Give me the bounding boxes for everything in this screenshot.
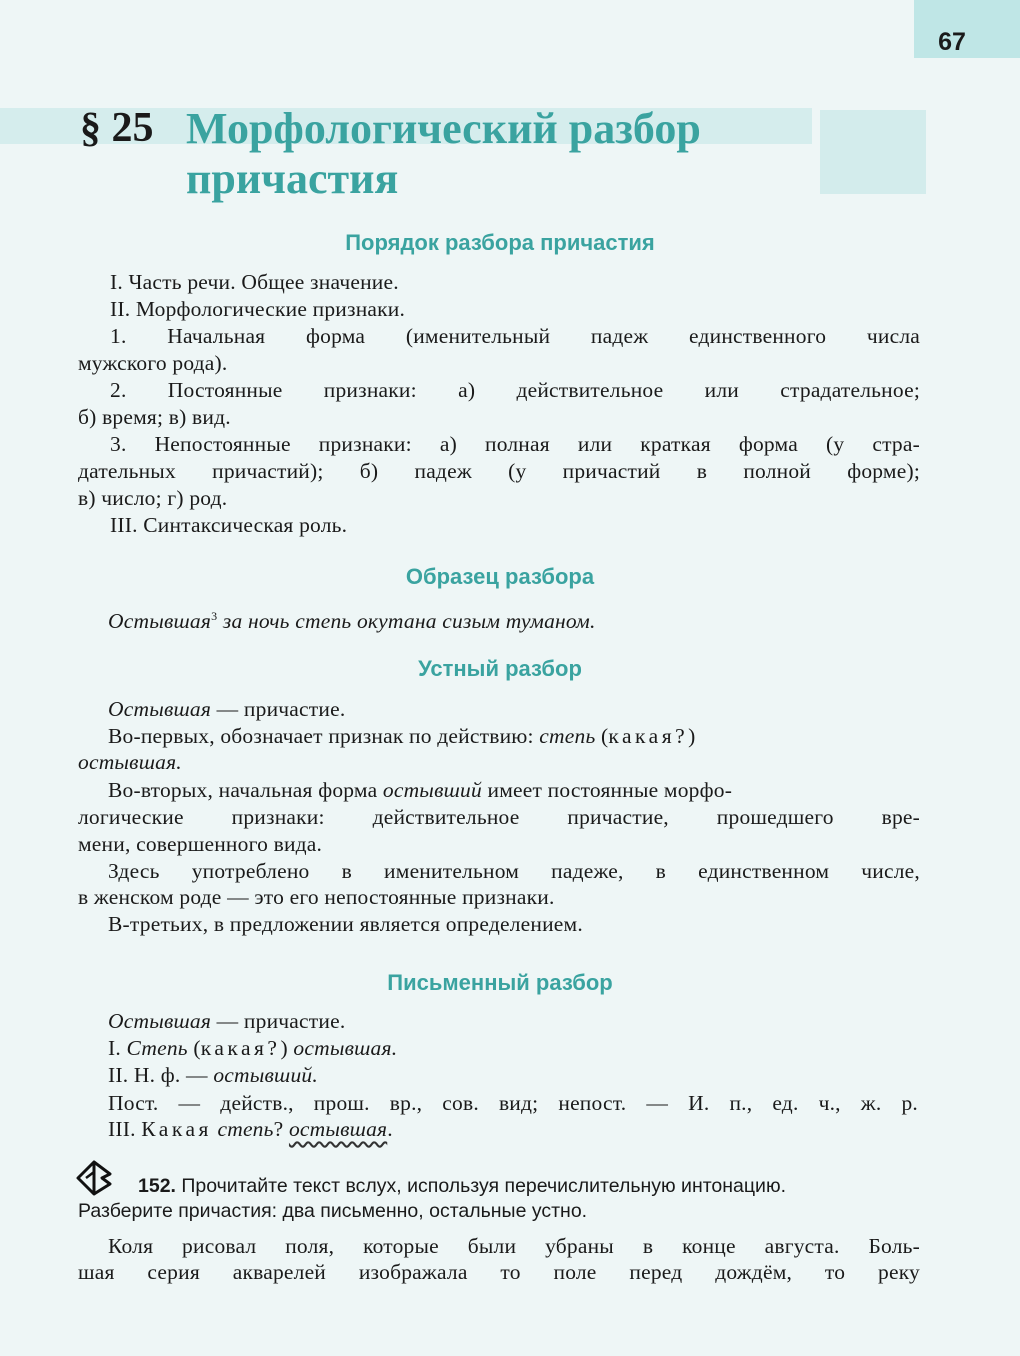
order-line: 1. Начальная форма (именительный падеж единственного числа — [110, 324, 920, 348]
order-heading: Порядок разбора причастия — [345, 230, 655, 255]
written-word: Остывшая — [108, 1009, 212, 1033]
oral-line: остывшая. — [78, 750, 182, 774]
exercise-number: 152. — [138, 1175, 176, 1197]
oral-word: остывший — [382, 778, 482, 802]
written-line — [108, 1062, 950, 1089]
exercise-line: Разберите причастия: два письменно, остальные устно. — [78, 1200, 588, 1222]
written-question: Какая — [141, 1117, 212, 1141]
section-number: § 25 — [80, 105, 154, 151]
order-line: дательных причастий); б) падеж (у причастий в полной форме); — [78, 459, 920, 483]
written-word: Степь — [126, 1036, 188, 1060]
written-line: Пост. — действ., прош. вр., сов. вид; непост. — И. п., ед. ч., ж. р. — [108, 1091, 918, 1115]
written-text: ? — [273, 1117, 289, 1141]
side-margin-band — [820, 110, 926, 194]
section-title-line-1: Морфологический разбор — [186, 104, 701, 153]
written-text: III. — [108, 1117, 142, 1141]
oral-text: имеет постоянные морфо- — [481, 778, 733, 802]
oral-text: Во-первых, обозначает признак по действию: — [108, 724, 540, 748]
exercise-text-line: Коля рисовал поля, которые были убраны в конце августа. Боль- — [108, 1234, 920, 1258]
exercise-text-line: шая серия акварелей изображала то поле перед дождём, то реку — [78, 1260, 920, 1284]
oral-line: логические признаки: действительное причастие, прошедшего вре- — [78, 805, 920, 829]
sample-word: Остывшая — [108, 609, 212, 634]
written-word: остывший. — [213, 1063, 318, 1087]
page-number: 67 — [938, 28, 966, 56]
oral-line — [108, 696, 950, 723]
oral-line: мени, совершенного вида. — [78, 832, 323, 856]
order-line: 3. Непостоянные признаки: а) полная или краткая форма (у стра- — [110, 432, 920, 456]
exercise-task: Прочитайте текст вслух, используя перечислительную интонацию. — [175, 1175, 786, 1197]
written-line — [108, 1035, 950, 1062]
oral-text: — причастие. — [211, 697, 346, 721]
written-word: степь — [217, 1117, 274, 1141]
order-line: II. Морфологические признаки. — [110, 297, 406, 321]
oral-word: степь — [539, 724, 596, 748]
order-line: б) время; в) вид. — [78, 405, 231, 429]
order-line: в) число; г) род. — [78, 486, 228, 510]
sample-heading: Образец разбора — [405, 564, 595, 589]
oral-question: какая? — [608, 724, 689, 748]
written-word: остывшая. — [293, 1036, 398, 1060]
section-title — [186, 104, 826, 204]
oral-word: Остывшая — [108, 697, 212, 721]
section-title-line-2: причастия — [186, 154, 399, 203]
oral-line: В-третьих, в предложении является определением. — [108, 912, 583, 936]
oral-line — [108, 777, 950, 804]
written-question: какая? — [200, 1036, 281, 1060]
oral-text: Во-вторых, начальная форма — [108, 778, 383, 802]
order-line: 2. Постоянные признаки: а) действительное или страдательное; — [110, 378, 920, 402]
oral-line: в женском роде — это его непостоянные признаки. — [78, 885, 555, 909]
written-heading: Письменный разбор — [387, 970, 613, 995]
oral-line: Здесь употреблено в именительном падеже, в единственном числе, — [108, 859, 920, 883]
written-word-underlined: остывшая — [288, 1117, 388, 1141]
oral-text: ( — [595, 724, 609, 748]
written-text: II. Н. ф. — — [108, 1063, 214, 1087]
written-text: ( — [187, 1036, 201, 1060]
written-text: . — [387, 1117, 393, 1141]
order-line: III. Синтаксическая роль. — [110, 513, 348, 537]
written-line — [108, 1008, 950, 1035]
oral-heading: Устный разбор — [418, 656, 582, 681]
written-text: ) — [280, 1036, 294, 1060]
order-line: мужского рода). — [78, 351, 228, 375]
sample-rest: за ночь степь окутана сизым туманом. — [217, 609, 596, 634]
sample-sentence — [108, 603, 950, 635]
exercise-line — [138, 1173, 920, 1199]
order-line: I. Часть речи. Общее значение. — [110, 270, 399, 294]
sample-footnote-mark: 3 — [211, 609, 218, 623]
oral-text: ) — [688, 724, 696, 748]
oral-line — [108, 723, 920, 750]
book-speaking-icon — [74, 1158, 116, 1198]
written-line — [108, 1116, 950, 1143]
written-text: I. — [108, 1036, 127, 1060]
written-text: — причастие. — [211, 1009, 346, 1033]
